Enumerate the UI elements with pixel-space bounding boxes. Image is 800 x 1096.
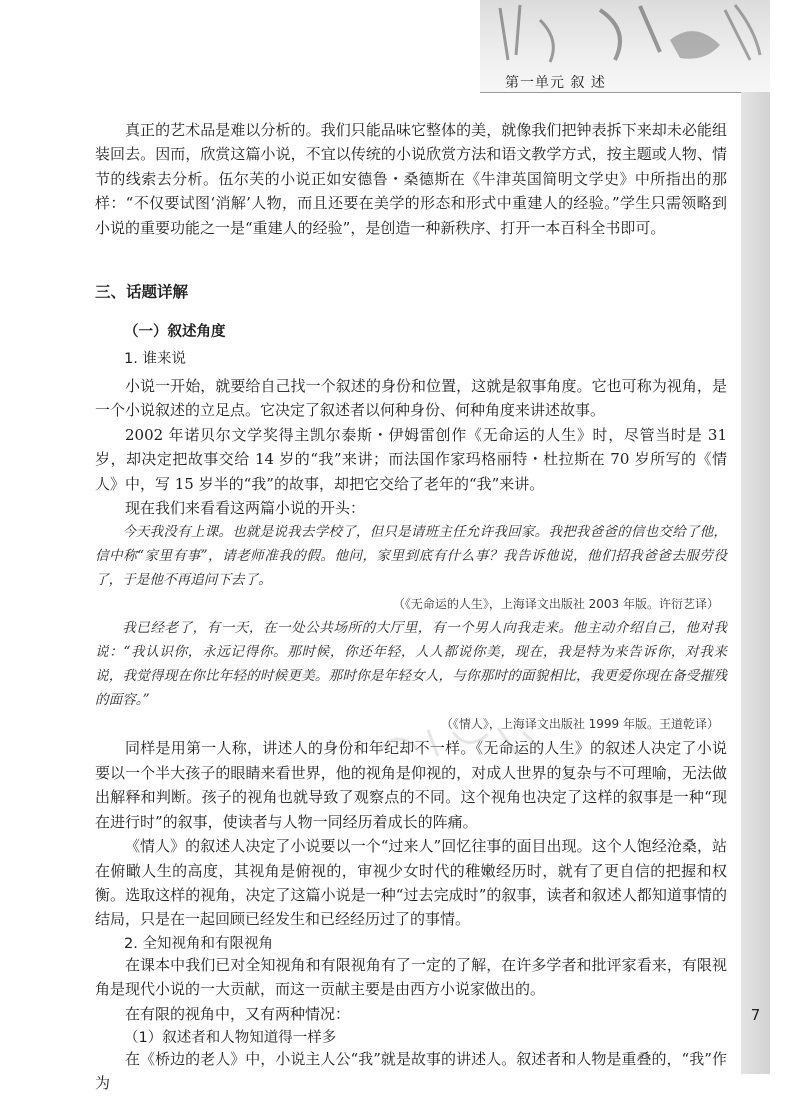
paragraph: 同样是用第一人称，讲述人的身份和年纪却不一样。《无命运的人生》的叙述人决定了小说要以一个半大孩子的眼睛来看世界，他的视角是仰视的，对成人世界的复杂与不可理喻，无法做出解释和判断。孩子的视角也就导致了观察点的不同。这个视角也决定了这样的叙事是一种“现在进行时”的叙事，使读者与人物一同经历着成长的阵痛。 <box>95 739 727 831</box>
item-heading: 1. 谁来说 <box>124 351 186 368</box>
unit-title: 第一单元 叙 述 <box>505 75 606 91</box>
watermark-icon <box>368 722 548 762</box>
paragraph: 在课本中我们已对全知视角和有限视角有了一定的了解，在许多学者和批评家看来，有限视角是现代小说的一大贡献，而这一贡献主要是由西方小说家做出的。 <box>95 955 727 999</box>
paragraph: 真正的艺术品是难以分析的。我们只能品味它整体的美，就像我们把钟表拆下来却未必能组装回去。因而，欣赏这篇小说，不宜以传统的小说欣赏方法和语文教学方式，按主题或人物、情节的线索去分析。伍尔芙的小说正如安德鲁・桑德斯在《牛津英国简明文学史》中所指出的那样：“不仅要试图‘消解’人物，而且还要在美学的形态和形式中重建人的经验。”学生只需领略到小说的重要功能之一是“重建人的经验”，是创造一种新秩序、打开一本百科全书即可。 <box>95 121 727 237</box>
side-margin-bar <box>741 92 770 1074</box>
item-heading: 2. 全知视角和有限视角 <box>124 935 273 952</box>
paragraph: 现在我们来看看这两篇小说的开头： <box>125 499 366 518</box>
paragraph: 《情人》的叙述人决定了小说要以一个“过来人”回忆往事的面目出现。这个人饱经沧桑，站在俯瞰人生的高度，其视角是俯视的，审视少女时代的稚嫩经历时，就有了更自信的把握和权衡。选取这样的视角，决定了这篇小说是一种“过去完成时”的叙事，读者和叙述人都知道事情的结局，只是在一起回顾已经发生和已经经历过了的事情。 <box>95 837 727 929</box>
paragraph: 2002 年诺贝尔文学奖得主凯尔泰斯・伊姆雷创作《无命运的人生》时，尽管当时是 31 岁，却决定把故事交给 14 岁的“我”来讲；而法国作家玛格丽特・杜拉斯在 70 岁所写的《情人》中，写 15 岁半的“我”的故事，却把它交给了老年的“我”来讲。 <box>95 425 727 493</box>
section-heading: 三、话题详解 <box>95 283 189 302</box>
sub-heading: （一）叙述角度 <box>124 324 226 341</box>
quotation-source: （《无命运的人生》，上海译文出版社 2003 年版。许衍艺译） <box>392 597 719 612</box>
header-rule <box>480 92 770 93</box>
quotation-source: （《情人》，上海译文出版社 1999 年版。王道乾译） <box>440 717 719 732</box>
quotation: 今天我没有上课。也就是说我去学校了，但只是请班主任允许我回家。我把我爸爸的信也交给了他，信中称“家里有事”，请老师准我的假。他问，家里到底有什么事？我告诉他说，他们招我爸爸去服劳役了，于是他不再追问下去了。 <box>95 524 727 589</box>
item-heading: （1）叙述者和人物知道得一样多 <box>124 1029 337 1046</box>
paragraph: 小说一开始，就要给自己找一个叙述的身份和位置，这就是叙事角度。它也可称为视角，是一个小说叙述的立足点。它决定了叙述者以何种身份、何种角度来讲述故事。 <box>95 377 727 420</box>
paragraph: 在《桥边的老人》中，小说主人公“我”就是故事的讲述人。叙述者和人物是重叠的，“我”作为 <box>95 1049 727 1093</box>
body-text <box>95 118 727 1096</box>
page-number: 7 <box>750 1006 761 1024</box>
quotation: 我已经老了，有一天，在一处公共场所的大厅里，有一个男人向我走来。他主动介绍自己，他对我说：“我认识你，永远记得你。那时候，你还年轻，人人都说你美，现在，我是特为来告诉你，对我来说，我觉得现在你比年轻的时候更美。那时你是年轻女人，与你那时的面貌相比，我更爱你现在备受摧残的面容。” <box>95 620 727 709</box>
paragraph: 在有限的视角中，又有两种情况： <box>125 1004 351 1023</box>
